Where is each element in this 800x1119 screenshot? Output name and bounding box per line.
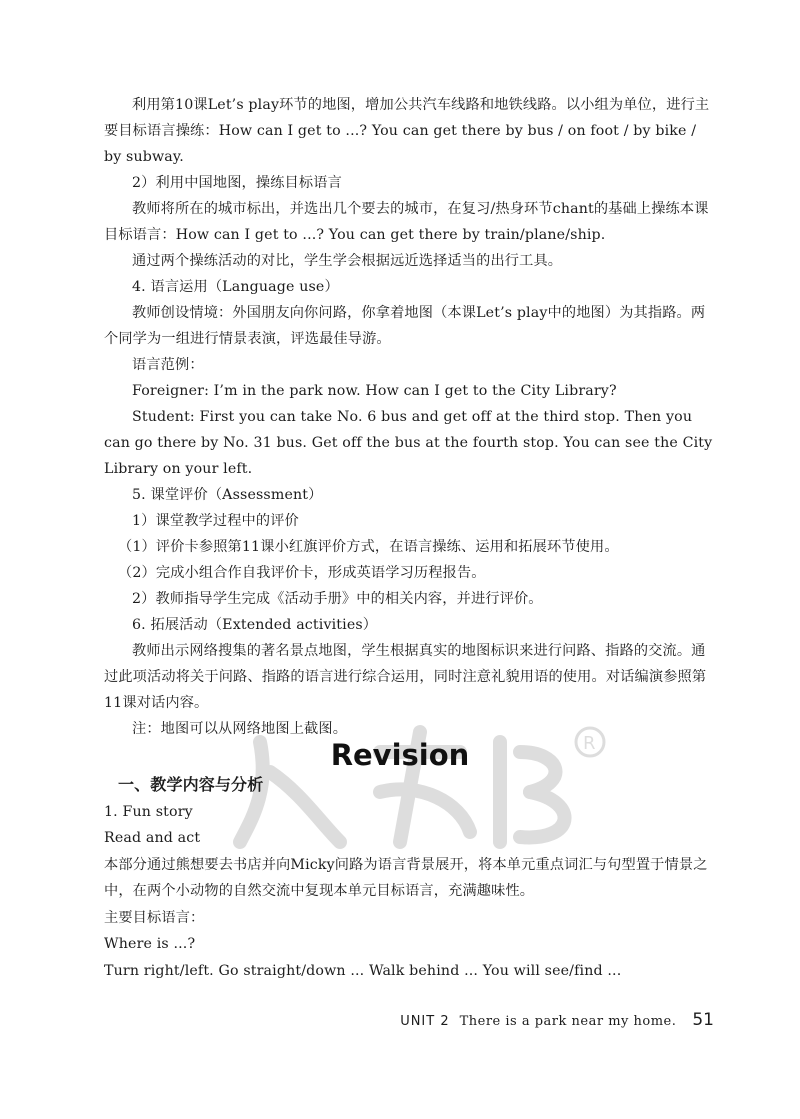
example-label: 语言范例：: [132, 357, 204, 373]
assessment-item-1: 1）课堂教学过程中的评价: [132, 513, 299, 529]
dialogue-student: Student: First you can take No. 6 bus and get off at the third stop. Then you can go there by No. 31 bus. Get off the bus at the fourth stop. You can see the City Library on your left.: [104, 409, 713, 477]
page-footer: [400, 1010, 714, 1030]
step-extended-activities: 6. 拓展活动（Extended activities）: [132, 617, 378, 633]
step-language-use: 4. 语言运用（Language use）: [132, 279, 339, 295]
paragraph-role-play: 教师创设情境：外国朋友向你问路，你拿着地图（本课Let’s play中的地图）为其指路。两个同学为一组进行情景表演，评选最佳导游。: [104, 305, 706, 347]
revision-heading: Revision: [330, 738, 470, 772]
revision-section: [104, 772, 716, 984]
paragraph-extended: 教师出示网络搜集的著名景点地图，学生根据真实的地图标识来进行问路、指路的交流。通过此项活动将关于问路、指路的语言进行综合运用，同时注意礼貌用语的使用。对话编演参照第11课对话内容。: [104, 643, 707, 711]
paragraph-city-practice: 教师将所在的城市标出，并选出几个要去的城市，在复习/热身环节chant的基础上操练本课目标语言：How can I get to ...? You can get there by train/plane/ship.: [104, 201, 709, 243]
target-language-label: 主要目标语言：: [104, 909, 205, 926]
lesson-continuation: [104, 92, 716, 742]
fun-story-title: 1. Fun story: [104, 803, 193, 820]
assessment-item-1-1: （1）评价卡参照第11课小红旗评价方式，在语言操练、运用和拓展环节使用。: [118, 539, 619, 555]
step-china-map: 2）利用中国地图，操练目标语言: [132, 175, 342, 191]
revision-description: 本部分通过熊想要去书店并向Micky问路为语言背景展开，将本单元重点词汇与句型置于情景之中，在两个小动物的自然交流中复现本单元目标语言，充满趣味性。: [104, 856, 708, 899]
footer-unit-title: There is a park near my home.: [459, 1014, 677, 1029]
note: 注：地图可以从网络地图上截图。: [132, 721, 348, 737]
footer-unit-label: UNIT 2: [400, 1014, 450, 1029]
paragraph-bus-subway-practice: 利用第10课Let’s play环节的地图，增加公共汽车线路和地铁线路。以小组为单位，进行主要目标语言操练：How can I get to ...? You can get there by bus / on foot / by bike / by subway.: [104, 97, 710, 165]
step-assessment: 5. 课堂评价（Assessment）: [132, 487, 323, 503]
read-and-act-label: Read and act: [104, 830, 201, 846]
dialogue-foreigner: Foreigner: I’m in the park now. How can I get to the City Library?: [132, 383, 617, 399]
target-question: Where is ...?: [104, 936, 196, 952]
target-answers: Turn right/left. Go straight/down ... Walk behind ... You will see/find ...: [104, 962, 622, 979]
assessment-item-2: 2）教师指导学生完成《活动手册》中的相关内容，并进行评价。: [132, 591, 543, 607]
section-title: 一、教学内容与分析: [118, 775, 264, 794]
page-number: 51: [692, 1010, 714, 1030]
assessment-item-1-2: （2）完成小组合作自我评价卡，形成英语学习历程报告。: [118, 565, 486, 581]
paragraph-comparison: 通过两个操练活动的对比，学生学会根据远近选择适当的出行工具。: [132, 253, 563, 269]
svg-text:R: R: [583, 733, 596, 754]
